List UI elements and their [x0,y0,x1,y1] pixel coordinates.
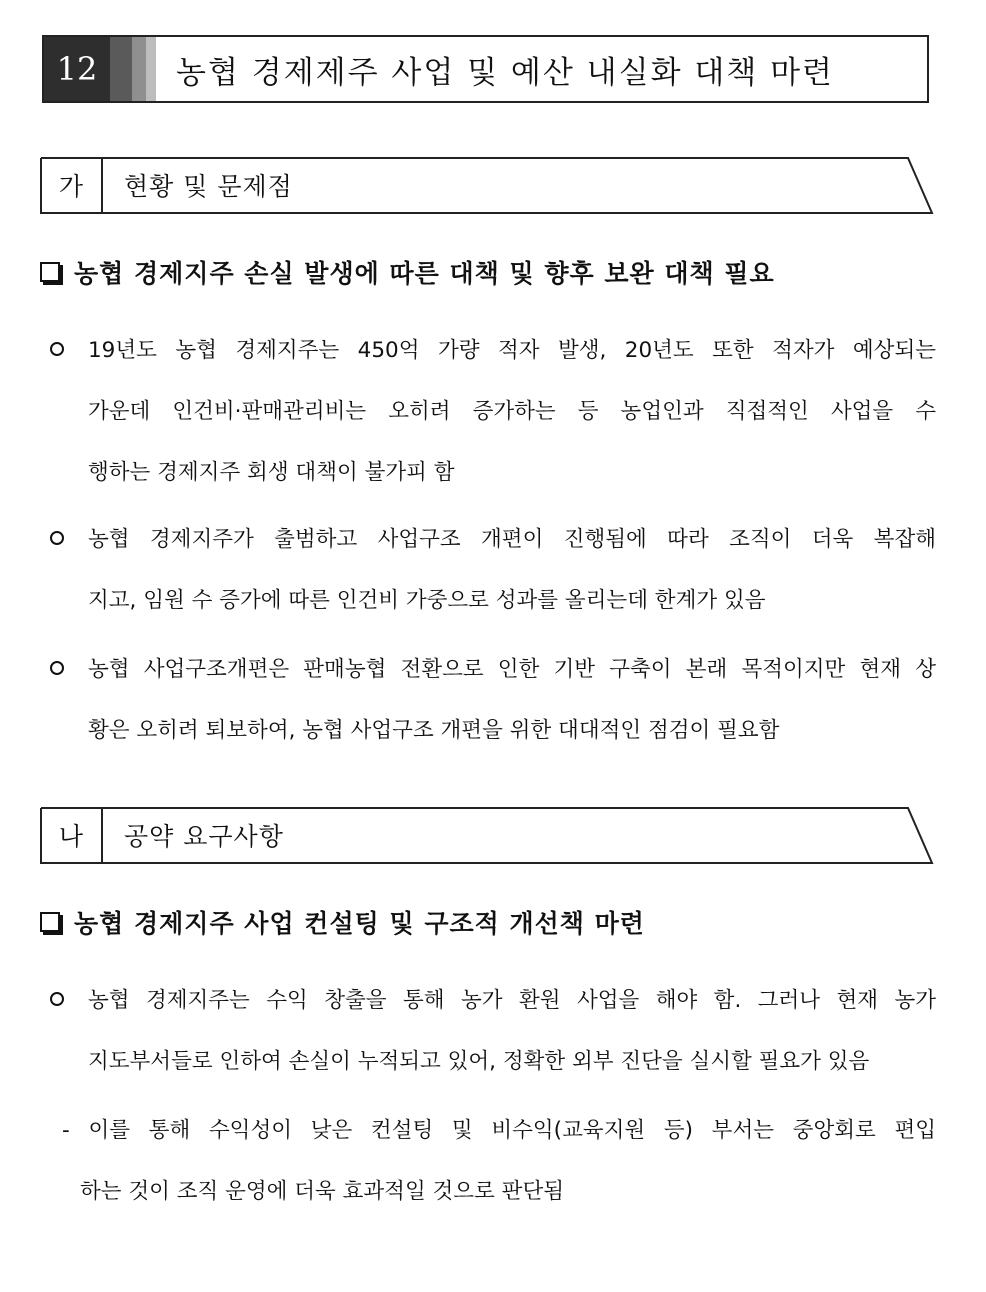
dash-line: - 이를 통해 수익성이 낮은 컨설팅 및 비수익(교육지원 등) 부서는 중앙회로 편입 [62,1118,936,1143]
bullet-line: 농협 경제지주가 출범하고 사업구조 개편이 진행됨에 따라 조직이 더욱 복잡해 [88,527,936,552]
bullet-line: 가운데 인건비·판매관리비는 오히려 증가하는 등 농업인과 직접적인 사업을 수 [88,399,936,424]
page-title: 농협 경제제주 사업 및 예산 내실화 대책 마련 [176,54,835,91]
title-gradient-band [132,37,146,101]
section-b-headline-text: 농협 경제지주 사업 컨설팅 및 구조적 개선책 마련 [74,909,645,938]
section-a-header [40,157,934,215]
bullet-line: 황은 오히려 퇴보하여, 농협 사업구조 개편을 위한 대대적인 점검이 필요함 [88,718,780,743]
bullet-line: 농협 사업구조개편은 판매농협 전환으로 인한 기반 구축이 본래 목적이지만 현재 상 [88,657,936,682]
checkbox-square-icon [40,262,60,282]
checkbox-square-icon [40,912,60,932]
circle-bullet-icon [50,320,72,381]
bullet-line: 19년도 농협 경제지주는 450억 가량 적자 발생, 20년도 또한 적자가 예상되는 [88,338,936,363]
section-a-label: 가 [58,172,84,201]
bullet-line: 농협 경제지주는 수익 창출을 통해 농가 환원 사업을 해야 함. 그러나 현재 농가 [88,988,936,1013]
title-number: 12 [44,37,110,101]
title-gradient-band [146,37,156,101]
section-b-header [40,807,934,865]
section-b-label: 나 [58,822,84,851]
section-b-title: 공약 요구사항 [124,822,284,851]
section-a-title: 현황 및 문제점 [124,172,293,201]
dash-line: 하는 것이 조직 운영에 더욱 효과적일 것으로 판단됨 [80,1179,564,1204]
section-b-headline [40,904,645,940]
bullet-item [50,970,936,1092]
title-box [42,35,929,103]
bullet-item [50,320,936,503]
bullet-item [50,639,936,761]
bullet-line: 행하는 경제지주 회생 대책이 불가피 함 [88,460,455,485]
circle-bullet-icon [50,970,72,1031]
dash-item [62,1100,936,1222]
section-a-headline [40,254,775,290]
bullet-line: 지도부서들로 인하여 손실이 누적되고 있어, 정확한 외부 진단을 실시할 필요가 있음 [88,1049,870,1074]
title-gradient-band [110,37,132,101]
circle-bullet-icon [50,509,72,570]
circle-bullet-icon [50,639,72,700]
bullet-line: 지고, 임원 수 증가에 따른 인건비 가중으로 성과를 올리는데 한계가 있음 [88,588,766,613]
section-a-headline-text: 농협 경제지주 손실 발생에 따른 대책 및 향후 보완 대책 필요 [74,259,775,288]
bullet-item [50,509,936,631]
